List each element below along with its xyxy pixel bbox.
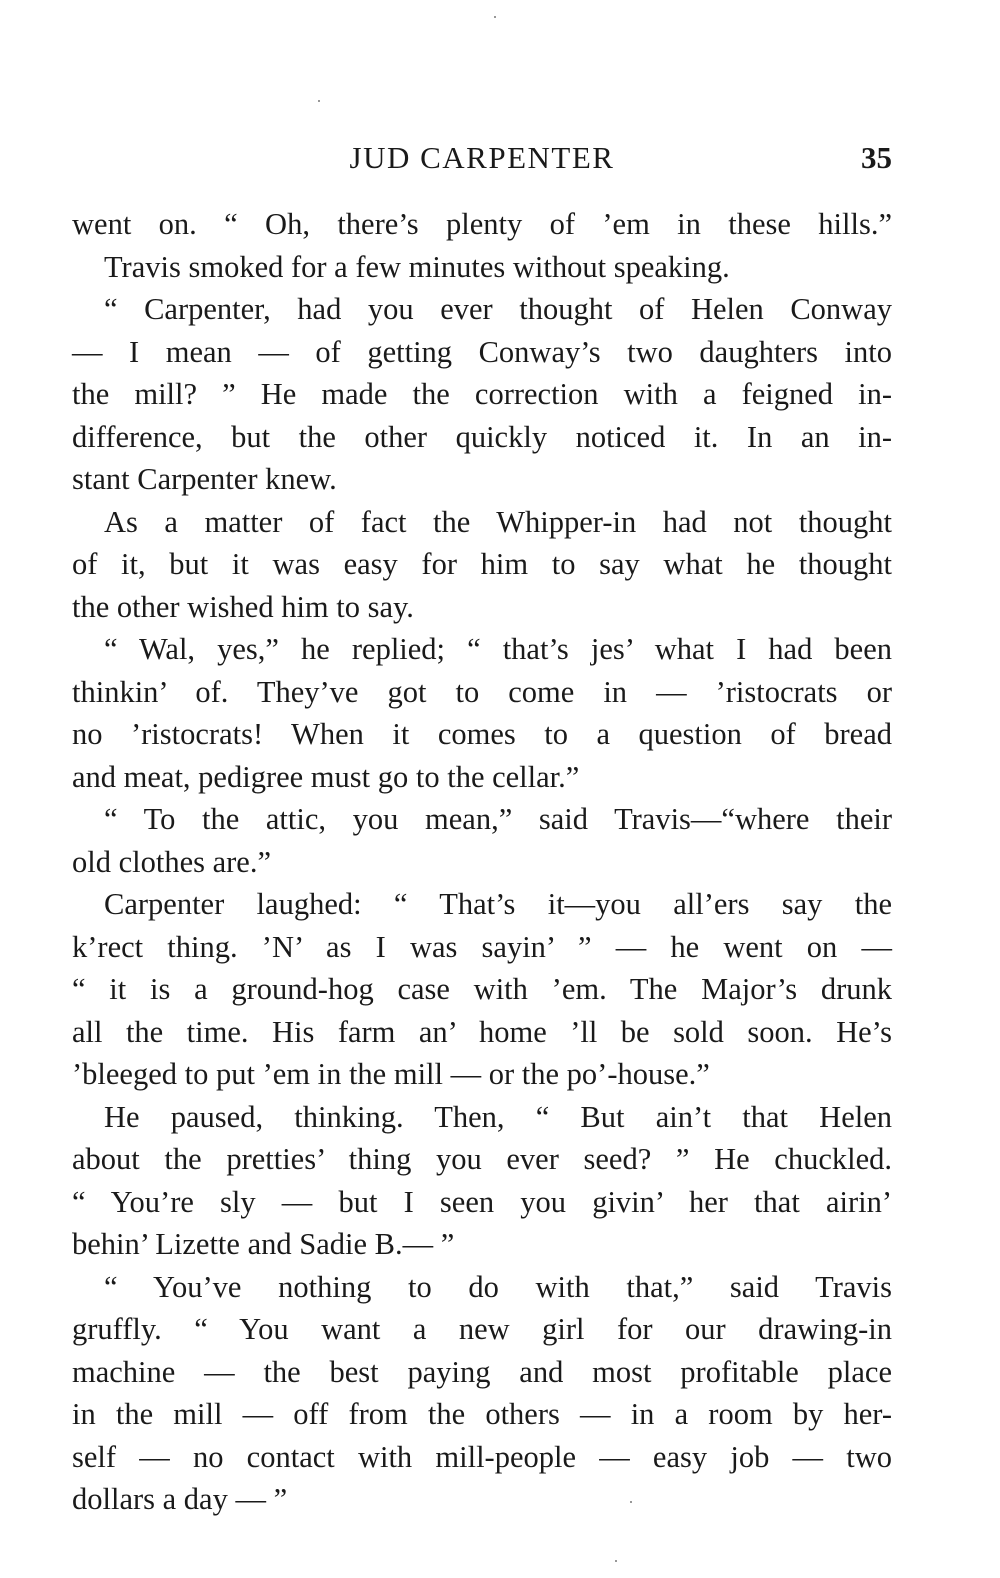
text-line: machine — the best paying and most profitable place <box>72 1354 892 1389</box>
text-line: about the pretties’ thing you ever seed? ” He chuckled. <box>72 1142 892 1176</box>
text-line: “ You’ve nothing to do with that,” said Travis <box>104 1269 892 1304</box>
text-line: As a matter of fact the Whipper-in had not thought <box>104 504 892 539</box>
text-line: no ’ristocrats! When it comes to a question of bread <box>72 717 892 751</box>
paper-speck <box>615 1560 617 1562</box>
paper-speck <box>494 16 496 18</box>
text-line: “ You’re sly — but I seen you givin’ her that airin’ <box>72 1184 892 1219</box>
text-line: self — no contact with mill-people — easy job — two <box>72 1439 892 1474</box>
text-line: and meat, pedigree must go to the cellar.” <box>72 759 580 794</box>
text-line: He paused, thinking. Then, “ But ain’t that Helen <box>104 1099 892 1134</box>
text-line: thinkin’ of. They’ve got to come in — ’ristocrats or <box>72 674 892 709</box>
text-line: — I mean — of getting Conway’s two daughters into <box>72 334 892 369</box>
text-line: the other wished him to say. <box>72 589 414 624</box>
text-line: Carpenter laughed: “ That’s it—you all’ers say the <box>104 887 892 921</box>
text-line: “ Wal, yes,” he replied; “ that’s jes’ what I had been <box>104 632 892 666</box>
text-line: Travis smoked for a few minutes without speaking. <box>104 249 730 284</box>
text-line: behin’ Lizette and Sadie B.— ” <box>72 1227 455 1261</box>
text-line: went on. “ Oh, there’s plenty of ’em in these hills.” <box>72 207 892 241</box>
text-line: in the mill — off from the others — in a room by her- <box>72 1397 892 1431</box>
text-line: k’rect thing. ’N’ as I was sayin’ ” — he went on — <box>72 929 892 964</box>
text-line: dollars a day — ” <box>72 1482 288 1516</box>
text-line: the mill? ” He made the correction with a feigned in- <box>72 377 892 411</box>
running-title: JUD CARPENTER <box>349 140 615 175</box>
text-line: ’bleeged to put ’em in the mill — or the po’-house.” <box>72 1057 710 1091</box>
text-line: of it, but it was easy for him to say what he thought <box>72 547 892 581</box>
text-line: “ it is a ground-hog case with ’em. The Major’s drunk <box>72 972 892 1006</box>
page-number: 35 <box>861 140 892 175</box>
text-line: “ Carpenter, had you ever thought of Helen Conway <box>104 292 892 326</box>
body-text <box>72 203 892 1521</box>
text-line: stant Carpenter knew. <box>72 462 337 496</box>
text-line: old clothes are.” <box>72 844 272 879</box>
paper-speck <box>318 100 320 102</box>
text-line: gruffly. “ You want a new girl for our drawing-in <box>72 1312 892 1346</box>
text-line: all the time. His farm an’ home ’ll be sold soon. He’s <box>72 1014 892 1049</box>
text-line: “ To the attic, you mean,” said Travis—“where their <box>104 802 892 836</box>
running-header <box>72 138 892 178</box>
text-line: difference, but the other quickly noticed it. In an in- <box>72 419 892 454</box>
